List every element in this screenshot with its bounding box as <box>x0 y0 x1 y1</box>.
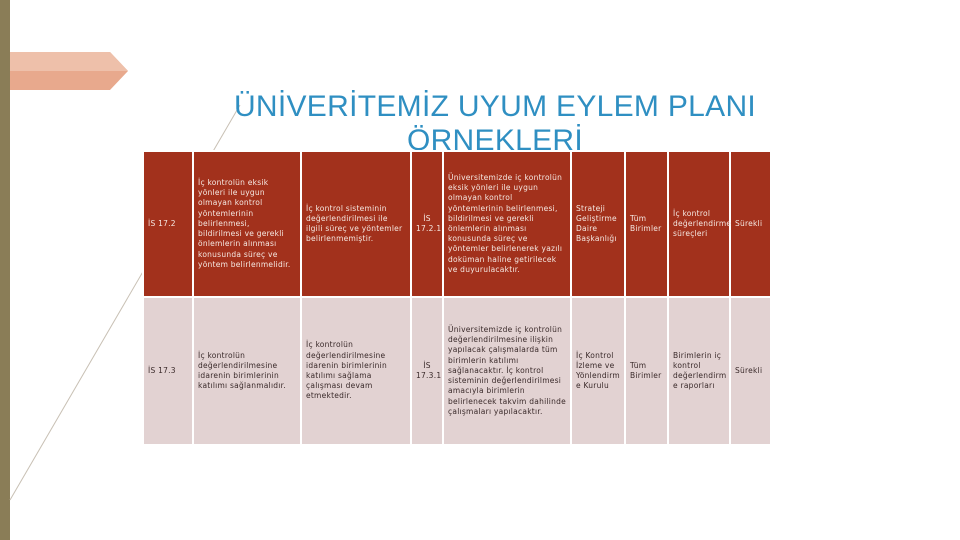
action-cell: Üniversitemizde iç kontrolün değerlendirilmesine ilişkin yapılacak çalışmalarda tüm birimlerin katılımı sağlanacaktır. İç kontrol sisteminin değerlendirilmesi amacıyla birimlerin belirlenecek takvim dahilinde çalışmaları yapılacaktır. <box>443 297 571 445</box>
responsible-unit-cell: Strateji Geliştirme Daire Başkanlığı <box>571 151 625 297</box>
table-row <box>143 297 771 445</box>
table-row <box>143 151 771 297</box>
standard-code-cell: İS 17.2 <box>143 151 193 297</box>
collaborator-cell: Tüm Birimler <box>625 297 668 445</box>
action-code-cell: İS 17.3.1 <box>411 297 443 445</box>
action-code-cell: İS 17.2.1 <box>411 151 443 297</box>
output-cell: İç kontrol değerlendirme süreçleri <box>668 151 730 297</box>
duration-cell: Sürekli <box>730 297 771 445</box>
action-cell: Üniversitemizde iç kontrolün eksik yönleri ile uygun olmayan kontrol yöntemlerinin belirlenmesi, bildirilmesi ve gerekli önlemlerin alınması konusunda süreç ve yöntemler belirlenerek yazılı doküman haline getirilecek ve duyurulacaktır. <box>443 151 571 297</box>
standard-code-cell: İS 17.3 <box>143 297 193 445</box>
action-plan-table <box>142 150 770 446</box>
current-status-cell: İç kontrol sisteminin değerlendirilmesi ile ilgili süreç ve yöntemler belirlenmemiştir. <box>301 151 411 297</box>
current-status-cell: İç kontrolün değerlendirilmesine idarenin birimlerinin katılımı sağlama çalışması devam etmektedir. <box>301 297 411 445</box>
duration-cell: Sürekli <box>730 151 771 297</box>
collaborator-cell: Tüm Birimler <box>625 151 668 297</box>
responsible-unit-cell: İç Kontrol İzleme ve Yönlendirm e Kurulu <box>571 297 625 445</box>
condition-cell: İç kontrolün değerlendirilmesine idarenin birimlerinin katılımı sağlanmalıdır. <box>193 297 301 445</box>
output-cell: Birimlerin iç kontrol değerlendirm e raporları <box>668 297 730 445</box>
condition-cell: İç kontrolün eksik yönleri ile uygun olmayan kontrol yöntemlerinin belirlenmesi, bildirilmesi ve gerekli önlemlerin alınması konusunda süreç ve yöntem belirlenmelidir. <box>193 151 301 297</box>
page-title: ÜNİVERİTEMİZ UYUM EYLEM PLANI ÖRNEKLERİ <box>233 90 757 150</box>
